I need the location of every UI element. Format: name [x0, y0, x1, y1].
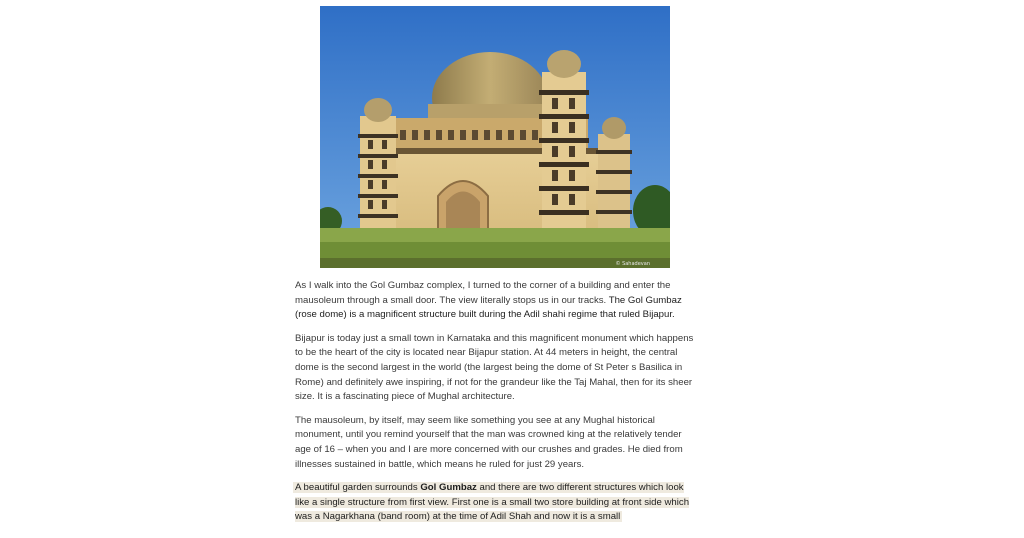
paragraph-4	[295, 481, 700, 525]
gol-gumbaz-photo	[320, 6, 670, 268]
paragraph-4-rest: and there are two different structures which look like a single structure from first view. First one is a small two store building at front side which was a Nagarkhana (band room) at the time of Adil Shah and now it is a small	[295, 482, 690, 523]
paragraph-4-lead: A beautiful garden surrounds	[295, 482, 421, 494]
article-body	[295, 279, 700, 534]
paragraph-1-intro: As I walk into the Gol Gumbaz complex, I turned to the corner of a building and enter the mausoleum through a small door. The view literally stops us in our tracks.	[295, 280, 671, 306]
paragraph-3: The mausoleum, by itself, may seem like something you see at any Mughal historical monument, until you remind yourself that the man was crowned king at the relatively tender age of 16 – when you and I are more concerned with our crushes and grades. He died from illnesses sustained in battle, which means he ruled for just 29 years.	[295, 414, 683, 470]
paragraph-1-emphasis: The Gol Gumbaz (rose dome) is a magnificent structure built during the Adil shahi regime that ruled Bijapur.	[295, 294, 682, 321]
highlighted-text	[293, 482, 689, 522]
photo-watermark: © Sahadevan	[615, 261, 650, 267]
paragraph-1	[295, 279, 700, 323]
gol-gumbaz-bold: Gol Gumbaz	[420, 482, 477, 494]
paragraph-2: Bijapur is today just a small town in Karnataka and this magnificent monument which happens to be the heart of the city is located near Bijapur station. At 44 meters in height, the central dome is the second largest in the world (the largest being the dome of St Peter s Basilica in Rome) and definitely awe inspiring, if not for the grandeur like the Taj Mahal, then for its sheer size. It is a fascinating piece of Mughal architecture.	[295, 332, 694, 403]
